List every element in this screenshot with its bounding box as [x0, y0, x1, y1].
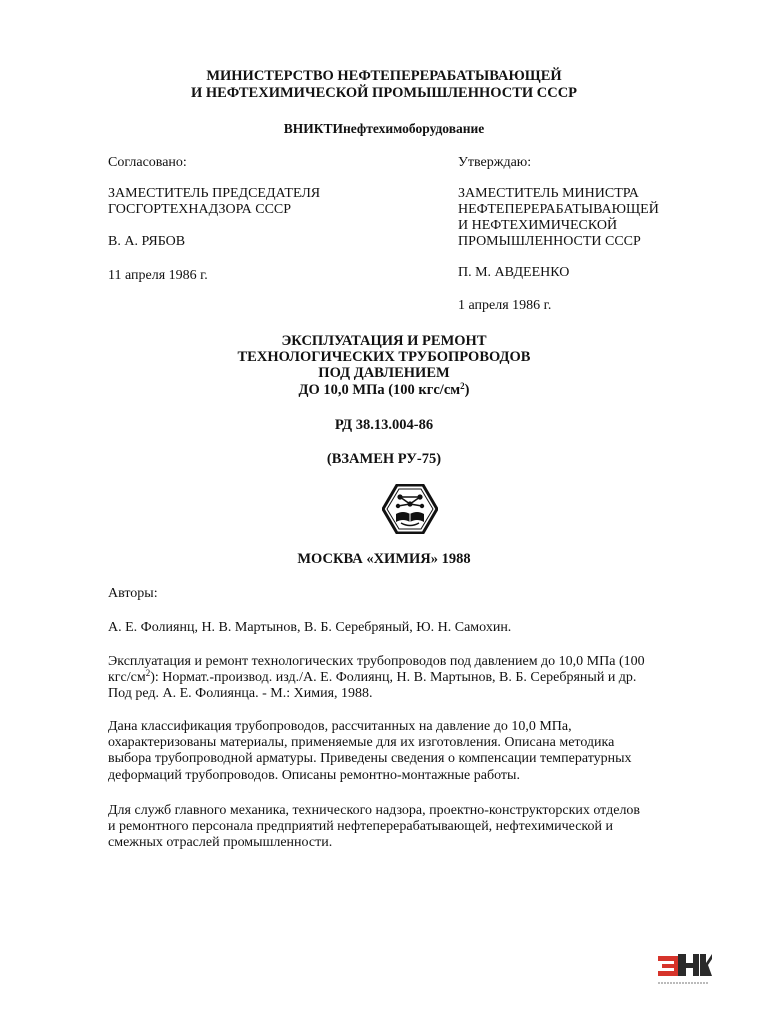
- approval-right-label: Утверждаю:: [458, 155, 532, 170]
- citation-unit: кгс/см: [108, 670, 146, 685]
- hexagon-molecule-book-icon: [382, 484, 438, 534]
- citation-unit-exponent: 2: [145, 668, 151, 678]
- approval-right-name: П. М. АВДЕЕНКО: [458, 265, 570, 280]
- audience-line-2: и ремонтного персонала предприятий нефтеперерабатывающей, нефтехимической и: [108, 819, 614, 834]
- approval-left-position-1: ЗАМЕСТИТЕЛЬ ПРЕДСЕДАТЕЛЯ: [108, 186, 321, 201]
- document-code: РД 38.13.004-86: [334, 417, 434, 433]
- enk-logo-icon: [654, 950, 712, 990]
- abstract-line-1: Дана классификация трубопроводов, рассчитанных на давление до 10,0 МПа,: [108, 719, 572, 734]
- approval-right-position-3: И НЕФТЕХИМИЧЕСКОЙ: [458, 218, 618, 233]
- approval-left-name: В. А. РЯБОВ: [108, 234, 186, 249]
- ministry-line-1: МИНИСТЕРСТВО НЕФТЕПЕРЕРАБАТЫВАЮЩЕЙ: [206, 68, 562, 84]
- audience-line-3: смежных отраслей промышленности.: [108, 835, 333, 850]
- ministry-line-2: И НЕФТЕХИМИЧЕСКОЙ ПРОМЫШЛЕННОСТИ СССР: [190, 85, 578, 101]
- authors-label: Авторы:: [108, 586, 158, 601]
- abstract-line-3: выбора трубопроводной арматуры. Приведены сведения о компенсации температурных: [108, 751, 632, 766]
- title-pressure-close: ): [464, 382, 470, 398]
- approval-right-position-1: ЗАМЕСТИТЕЛЬ МИНИСТРА: [458, 186, 639, 201]
- audience-line-1: Для служб главного механика, технического надзора, проектно-конструкторских отделов: [108, 803, 641, 818]
- abstract-line-2: охарактеризованы материалы, применяемые для их изготовления. Описана методика: [108, 735, 615, 750]
- title-line-4: [0, 382, 768, 399]
- title-line-2: ТЕХНОЛОГИЧЕСКИХ ТРУБОПРОВОДОВ: [237, 349, 531, 365]
- abstract-line-4: деформаций трубопроводов. Описаны ремонтно-монтажные работы.: [108, 768, 520, 783]
- title-pressure-exponent: 2: [460, 381, 465, 391]
- citation-line-2: [108, 670, 708, 686]
- approval-right-position-2: НЕФТЕПЕРЕРАБАТЫВАЮЩЕЙ: [458, 202, 659, 217]
- approval-left-date: 11 апреля 1986 г.: [108, 268, 208, 283]
- replaces-note: (ВЗАМЕН РУ-75): [326, 451, 442, 467]
- approval-right-date: 1 апреля 1986 г.: [458, 298, 552, 313]
- title-line-3: ПОД ДАВЛЕНИЕМ: [318, 365, 450, 381]
- citation-details: ): Нормат.-производ. изд./А. Е. Фолиянц, Н. В. Мартынов, В. Б. Серебряный и др.: [150, 670, 637, 685]
- citation-line-3: Под ред. А. Е. Фолиянца. - М.: Химия, 1988.: [108, 686, 373, 701]
- institute-name: ВНИКТИнефтехимоборудование: [283, 121, 485, 136]
- authors-list: А. Е. Фолиянц, Н. В. Мартынов, В. Б. Серебряный, Ю. Н. Самохин.: [108, 620, 512, 635]
- title-line-1: ЭКСПЛУАТАЦИЯ И РЕМОНТ: [281, 333, 487, 349]
- citation-line-1: Эксплуатация и ремонт технологических трубопроводов под давлением до 10,0 МПа (100: [108, 654, 645, 669]
- approval-left-position-2: ГОСГОРТЕХНАДЗОРА СССР: [108, 202, 292, 217]
- publisher-line: МОСКВА «ХИМИЯ» 1988: [297, 551, 471, 567]
- approval-left-label: Согласовано:: [108, 155, 187, 170]
- approval-right-position-4: ПРОМЫШЛЕННОСТИ СССР: [458, 234, 641, 249]
- title-pressure: ДО 10,0 МПа (100 кгс/см: [298, 382, 461, 398]
